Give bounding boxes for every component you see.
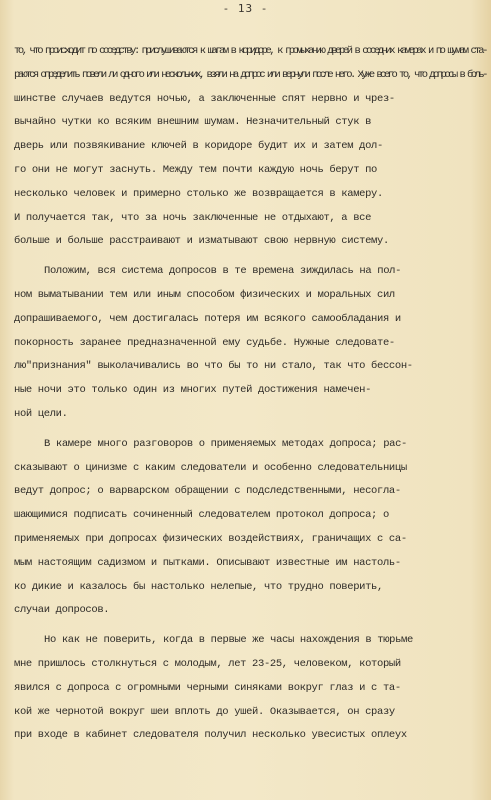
text-line: лю"признания" выколачивались во что бы то ни стало, так что бессон- bbox=[14, 360, 413, 373]
text-line: явился с допроса с огромными черными синяками вокруг глаз и с та- bbox=[14, 681, 401, 694]
text-line: применяемых при допросах физических воздействиях, граничащих с са- bbox=[14, 532, 407, 545]
text-line: мым настоящим садизмом и пытками. Описывают известные им настоль- bbox=[14, 556, 401, 569]
text-line: го они не могут заснуть. Между тем почти каждую ночь берут по bbox=[14, 163, 378, 176]
text-line: ном выматывании тем или иным способом физических и моральных сил bbox=[14, 288, 395, 301]
text-line: шинстве случаев ведутся ночью, а заключенные спят нервно и чрез- bbox=[14, 92, 395, 105]
text-line: допрашиваемого, чем достигалась потеря им всякого самообладания и bbox=[14, 312, 401, 325]
text-line: то, что происходит по соседству: прислушиваются к шагам в коридоре, к громыханию дверей в соседних камерах и по шумам ста- bbox=[14, 45, 487, 57]
text-line: больше и больше расстраивают и изматывают свою нервную систему. bbox=[14, 235, 389, 248]
text-line: дверь или позвякивание ключей в коридоре будит их и затем дол- bbox=[14, 140, 383, 153]
text-line: кой же чернотой вокруг шеи вплоть до ушей. Оказывается, он сразу bbox=[14, 705, 395, 718]
paragraph bbox=[14, 433, 486, 623]
text-line: Но как не поверить, когда в первые же часы нахождения в тюрьме bbox=[44, 634, 413, 647]
paragraph bbox=[14, 40, 486, 254]
text-line: покорность заранее предназначенной ему судьбе. Нужные следовате- bbox=[14, 336, 395, 349]
paragraph bbox=[14, 260, 486, 427]
text-line: ной цели. bbox=[14, 407, 68, 420]
text-line: ведут допрос; о варварском обращении с подследственными, несогла- bbox=[14, 485, 401, 498]
text-line: случаи допросов. bbox=[14, 604, 110, 617]
text-line: Положим, вся система допросов в те времена зиждилась на пол- bbox=[44, 265, 402, 278]
text-line: вычайно чутки ко всяким внешним шумам. Незначительный стук в bbox=[14, 116, 372, 129]
text-line: ные ночи это только один из многих путей достижения намечен- bbox=[14, 384, 372, 397]
text-line: сказывают о цинизме с каким следователи и особенно следовательницы bbox=[14, 461, 407, 474]
text-line: В камере много разговоров о применяемых методах допроса; рас- bbox=[44, 437, 408, 450]
text-line: при входе в кабинет следователя получил несколько увесистых оплеух bbox=[14, 729, 407, 742]
page-number: - 13 - bbox=[222, 2, 269, 15]
document-body bbox=[14, 40, 486, 748]
paragraph bbox=[14, 629, 486, 748]
text-line: раются определить повели ли одного или нескольких, взяли на допрос или вернули после него. Хуже всего то, что допросы в боль- bbox=[14, 68, 486, 81]
text-line: мне пришлось столкнуться с молодым, лет 23-25, человеком, который bbox=[14, 657, 401, 670]
text-line: несколько человек и примерно столько же возвращается в камеру. bbox=[14, 187, 383, 200]
text-line: И получается так, что за ночь заключенные не отдыхают, а все bbox=[14, 211, 372, 224]
text-line: ко дикие и казалось бы настолько нелепые, что трудно поверить, bbox=[14, 580, 383, 593]
text-line: шающимися подписать сочиненный следователем протокол допроса; о bbox=[14, 509, 389, 522]
